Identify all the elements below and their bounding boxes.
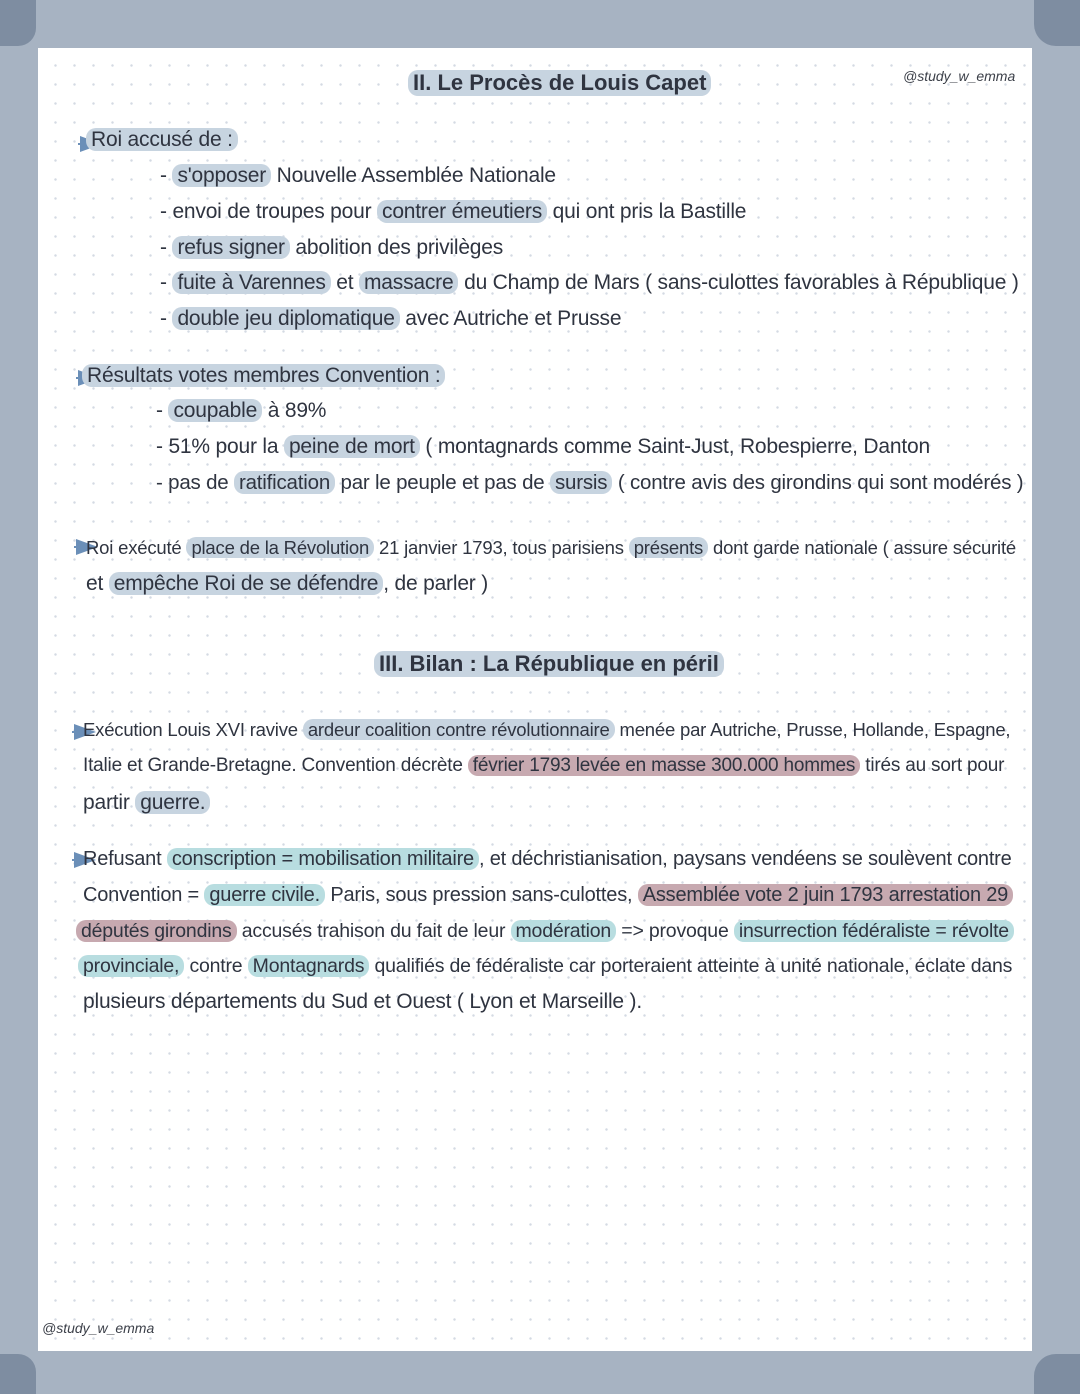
bullet-roi-accuse: Roi accusé de : xyxy=(86,128,238,152)
list-item: - coupable à 89% xyxy=(156,399,327,422)
paragraph-line: Convention = guerre civile. Paris, sous pression sans-culottes, Assemblée vote 2 juin 1793 arrestation 29 xyxy=(83,884,1013,907)
corner-tab-top-right xyxy=(1034,0,1080,46)
author-handle-top: @study_w_emma xyxy=(903,68,1016,84)
paragraph-line: Exécution Louis XVI ravive ardeur coalition contre révolutionnaire menée par Autriche, Prusse, Hollande, Espagne, xyxy=(83,719,1011,740)
paragraph-line: Roi exécuté place de la Révolution 21 janvier 1793, tous parisiens présents dont garde nationale ( assure sécurité xyxy=(86,537,1016,558)
section-3-title: III. Bilan : La République en péril xyxy=(374,651,724,677)
list-item: - refus signer abolition des privilèges xyxy=(160,236,504,259)
corner-tab-bottom-right xyxy=(1034,1354,1080,1394)
list-item: - 51% pour la peine de mort ( montagnards comme Saint-Just, Robespierre, Danton xyxy=(156,435,930,458)
corner-tab-bottom-left xyxy=(0,1354,36,1394)
list-item: - double jeu diplomatique avec Autriche et Prusse xyxy=(160,307,622,330)
paragraph-line: et empêche Roi de se défendre , de parler ) xyxy=(86,572,489,595)
list-item: - pas de ratification par le peuple et pas de sursis ( contre avis des girondins qui sont modérés ) xyxy=(156,471,1024,494)
paragraph-line: députés girondins accusés trahison du fait de leur modération => provoque insurrection fédéraliste = révolte xyxy=(76,920,1014,943)
bullet-resultats-votes: Résultats votes membres Convention : xyxy=(82,364,445,388)
notebook-page xyxy=(38,48,1032,1351)
list-item: - envoi de troupes pour contrer émeutiers qui ont pris la Bastille xyxy=(160,200,747,223)
list-item: - s'opposer Nouvelle Assemblée Nationale xyxy=(160,164,556,187)
paragraph-line: provinciale, contre Montagnards qualifiés de fédéraliste car porteraient atteinte à unité nationale, éclate dans xyxy=(78,955,1012,978)
paragraph-line: Refusant conscription = mobilisation militaire , et déchristianisation, paysans vendéens se soulèvent contre xyxy=(83,848,1012,870)
paragraph-line: plusieurs départements du Sud et Ouest ( Lyon et Marseille ). xyxy=(83,990,642,1013)
corner-tab-top-left xyxy=(0,0,36,46)
paragraph-line: partir guerre. xyxy=(83,791,210,815)
paragraph-line: Italie et Grande-Bretagne. Convention décrète février 1793 levée en masse 300.000 hommes tirés au sort pour xyxy=(83,755,1005,776)
author-handle-bottom: @study_w_emma xyxy=(42,1320,155,1336)
section-2-title: II. Le Procès de Louis Capet xyxy=(408,70,711,96)
list-item: - fuite à Varennes et massacre du Champ de Mars ( sans-culottes favorables à République ) xyxy=(160,271,1019,294)
